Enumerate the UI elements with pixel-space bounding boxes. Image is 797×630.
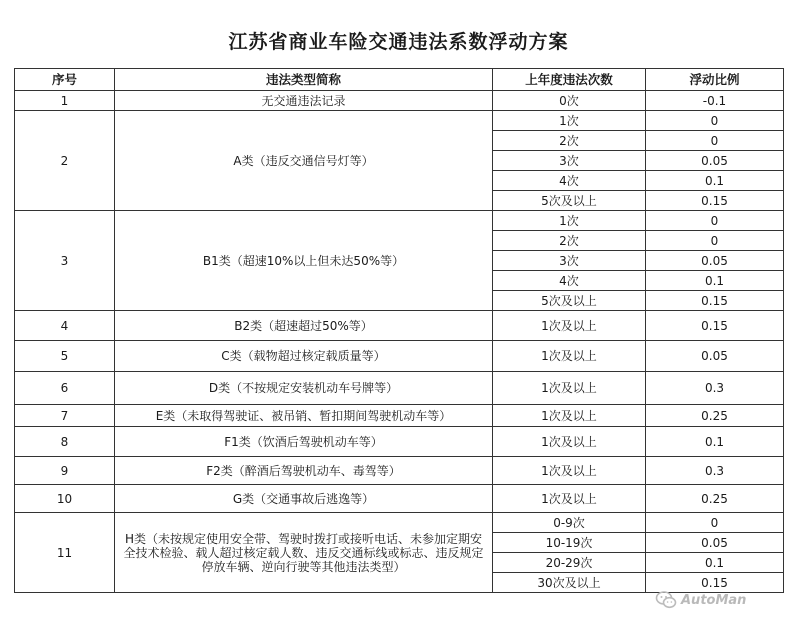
serial-no: 8 <box>15 427 115 457</box>
violation-count: 1次及以上 <box>493 485 646 513</box>
float-ratio: -0.1 <box>646 91 784 111</box>
violation-type: H类（未按规定使用安全带、驾驶时拨打或接听电话、未参加定期安全技术检验、载人超过核定载人数、违反交通标线或标志、违反规定停放车辆、逆向行驶等其他违法类型） <box>115 513 493 593</box>
serial-no: 1 <box>15 91 115 111</box>
violation-count: 10-19次 <box>493 533 646 553</box>
float-ratio: 0.05 <box>646 341 784 372</box>
violation-count: 1次及以上 <box>493 341 646 372</box>
serial-no: 3 <box>15 211 115 311</box>
serial-no: 7 <box>15 405 115 427</box>
serial-no: 5 <box>15 341 115 372</box>
violation-count: 1次及以上 <box>493 427 646 457</box>
serial-no: 2 <box>15 111 115 211</box>
float-ratio: 0.3 <box>646 372 784 405</box>
header-violation-type: 违法类型简称 <box>115 69 493 91</box>
float-ratio: 0 <box>646 211 784 231</box>
float-ratio: 0.3 <box>646 457 784 485</box>
violation-count: 2次 <box>493 231 646 251</box>
violation-count: 1次及以上 <box>493 311 646 341</box>
table-row <box>15 513 784 533</box>
float-ratio: 0.1 <box>646 271 784 291</box>
violation-type: F2类（醉酒后驾驶机动车、毒驾等） <box>115 457 493 485</box>
serial-no: 11 <box>15 513 115 593</box>
violation-count: 0次 <box>493 91 646 111</box>
violation-count: 1次及以上 <box>493 457 646 485</box>
violation-count: 1次 <box>493 111 646 131</box>
float-ratio: 0 <box>646 513 784 533</box>
float-ratio: 0 <box>646 231 784 251</box>
float-ratio: 0.15 <box>646 573 784 593</box>
header-serial-no: 序号 <box>15 69 115 91</box>
watermark <box>655 588 790 612</box>
watermark-text: AutoMan <box>681 592 747 608</box>
violation-count: 30次及以上 <box>493 573 646 593</box>
serial-no: 9 <box>15 457 115 485</box>
violation-count: 1次 <box>493 211 646 231</box>
violation-count: 4次 <box>493 171 646 191</box>
table-row <box>15 405 784 427</box>
violation-type: B1类（超速10%以上但未达50%等） <box>115 211 493 311</box>
violation-count: 5次及以上 <box>493 191 646 211</box>
float-ratio: 0.25 <box>646 485 784 513</box>
table-row <box>15 91 784 111</box>
float-ratio: 0.25 <box>646 405 784 427</box>
float-ratio: 0.15 <box>646 291 784 311</box>
table-row <box>15 111 784 131</box>
violation-type: A类（违反交通信号灯等） <box>115 111 493 211</box>
violation-count: 5次及以上 <box>493 291 646 311</box>
violation-type: G类（交通事故后逃逸等） <box>115 485 493 513</box>
violation-type: E类（未取得驾驶证、被吊销、暂扣期间驾驶机动车等） <box>115 405 493 427</box>
violation-coefficient-table <box>14 68 784 593</box>
float-ratio: 0.1 <box>646 553 784 573</box>
header-violation-count: 上年度违法次数 <box>493 69 646 91</box>
table-row <box>15 341 784 372</box>
serial-no: 10 <box>15 485 115 513</box>
violation-count: 0-9次 <box>493 513 646 533</box>
table-header-row <box>15 69 784 91</box>
float-ratio: 0.15 <box>646 311 784 341</box>
serial-no: 6 <box>15 372 115 405</box>
wechat-icon <box>655 590 677 610</box>
table-row <box>15 211 784 231</box>
table-row <box>15 372 784 405</box>
violation-count: 1次及以上 <box>493 405 646 427</box>
violation-count: 4次 <box>493 271 646 291</box>
table-row <box>15 427 784 457</box>
violation-count: 20-29次 <box>493 553 646 573</box>
violation-count: 3次 <box>493 151 646 171</box>
violation-count: 2次 <box>493 131 646 151</box>
float-ratio: 0 <box>646 111 784 131</box>
violation-type: B2类（超速超过50%等） <box>115 311 493 341</box>
violation-type: F1类（饮酒后驾驶机动车等） <box>115 427 493 457</box>
table-row <box>15 457 784 485</box>
page-title: 江苏省商业车险交通违法系数浮动方案 <box>228 31 569 53</box>
float-ratio: 0.1 <box>646 427 784 457</box>
violation-count: 1次及以上 <box>493 372 646 405</box>
violation-count: 3次 <box>493 251 646 271</box>
float-ratio: 0.15 <box>646 191 784 211</box>
float-ratio: 0.1 <box>646 171 784 191</box>
float-ratio: 0 <box>646 131 784 151</box>
violation-type: C类（载物超过核定载质量等） <box>115 341 493 372</box>
violation-type: D类（不按规定安装机动车号牌等） <box>115 372 493 405</box>
serial-no: 4 <box>15 311 115 341</box>
header-float-ratio: 浮动比例 <box>646 69 784 91</box>
float-ratio: 0.05 <box>646 251 784 271</box>
violation-type: 无交通违法记录 <box>115 91 493 111</box>
float-ratio: 0.05 <box>646 151 784 171</box>
table-row <box>15 311 784 341</box>
table-row <box>15 485 784 513</box>
float-ratio: 0.05 <box>646 533 784 553</box>
